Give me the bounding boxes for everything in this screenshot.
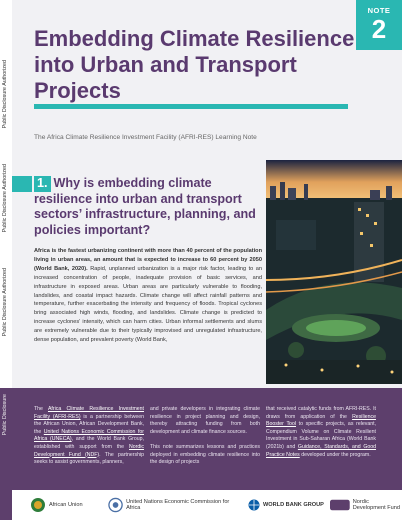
uneca-link[interactable]: United Nations Economic Commission for Africa (UNECA) bbox=[34, 428, 144, 443]
band-column-2 bbox=[150, 406, 260, 467]
disclosure-label-low: Public Disclosure Authorized bbox=[2, 268, 8, 337]
partner-logos bbox=[12, 490, 402, 520]
logo-text: United Nations Economic Commission for Africa bbox=[126, 499, 230, 511]
section-body-text: Rapid, unplanned urbanization is a major risk factor, leading to an increased concentration of people, inadequate provision of basic services, and infrastructure in exposed areas. Urban areas are particularly vulnerable to flooding, landslides, and coastal impact hazards. Climate change will affect rainfall patterns and temperature, further exacerbating the intensity and frequency of floods. Tropical cyclones bring associated high winds, flooding, and landslides. Climate change is predicted to increase cyclones’ intensity, which can harm cities. Urban informal settlements and slums are extremely vulnerable due to their typically improvised and unregulated infrastructure, dense population, and prevalent poverty (World Bank, bbox=[34, 265, 262, 344]
page-subtitle: The Africa Climate Resilience Investment Facility (AFRI-RES) Learning Note bbox=[34, 134, 257, 141]
band-text: that received catalytic funds from AFRI-RES. It draws from application of the bbox=[266, 406, 376, 420]
disclosure-strip-dark bbox=[0, 388, 12, 520]
band-text: The bbox=[34, 406, 43, 412]
band-text: , and the World Bank Group, established with support from the bbox=[34, 436, 144, 450]
logo-text: WORLD BANK GROUP bbox=[263, 502, 324, 508]
section-accent-bar bbox=[12, 176, 32, 192]
band-text: is a partnership between the African Union, African Development Bank, the bbox=[34, 413, 144, 435]
afri-res-link[interactable]: Africa Climate Resilience Investment Facility (AFRI-RES) bbox=[34, 406, 144, 420]
disclosure-label-mid: Public Disclosure Authorized bbox=[2, 164, 8, 233]
city-night-photo bbox=[266, 160, 402, 384]
logo-text: African Union bbox=[49, 502, 83, 508]
band-text: This note summarizes lessons and practices deployed in embedding climate resilience into the design of projects bbox=[150, 443, 260, 466]
band-column-1 bbox=[34, 406, 144, 467]
ndf-link[interactable]: Nordic Development Fund (NDF) bbox=[34, 443, 144, 458]
guidance-link[interactable]: Guidance, Standards, and Good Practice Notes bbox=[266, 443, 377, 458]
note-label: NOTE bbox=[367, 6, 391, 15]
section-question bbox=[34, 176, 260, 238]
section-body bbox=[34, 247, 262, 345]
band-text: . The partnership seeks to assist governments, planners, bbox=[34, 451, 145, 466]
section-lead: Africa is the fastest urbanizing continent with more than 40 percent of the population living in urban areas, an amount that is expected to increase to 60 percent by 2050 (World Bank, 2020). bbox=[34, 248, 262, 272]
resilience-booster-link[interactable]: Resilience Booster Tool bbox=[266, 413, 376, 428]
world-bank-logo bbox=[248, 496, 324, 514]
note-number: 2 bbox=[371, 14, 387, 44]
page-title: Embedding Climate Resilience into Urban and Transport Projects bbox=[34, 26, 355, 103]
section-number: 1. bbox=[34, 176, 51, 192]
band-text: and private developers in integrating climate resilience in project planning and design, thereby attracting funding from both development and climate finance sources. bbox=[150, 406, 260, 435]
partnership-band bbox=[12, 388, 402, 490]
un-emblem-icon bbox=[108, 497, 123, 513]
disclosure-label-bottom: Public Disclosure bbox=[2, 394, 8, 436]
ndf-logo bbox=[330, 496, 402, 514]
ndf-icon bbox=[330, 498, 350, 512]
disclosure-label-top: Public Disclosure Authorized bbox=[2, 60, 8, 129]
band-column-3 bbox=[266, 406, 376, 459]
band-text: developed under the program. bbox=[301, 451, 371, 458]
african-union-logo bbox=[30, 496, 83, 514]
uneca-logo bbox=[108, 496, 238, 514]
african-union-icon bbox=[30, 497, 46, 513]
band-text: to specific projects, as relevant, Compendium Volume on Climate Resilient Investment in Sub-Saharan Africa (World Bank (2021b) and bbox=[266, 421, 376, 450]
logo-text: Nordic Development Fund bbox=[352, 499, 400, 511]
title-underline bbox=[34, 104, 348, 109]
section-question-text: Why is embedding climate resilience into urban and transport sectors’ infrastructure, planning, and policies important? bbox=[34, 176, 256, 237]
world-bank-icon bbox=[248, 499, 260, 511]
city-night-illustration bbox=[266, 160, 402, 384]
